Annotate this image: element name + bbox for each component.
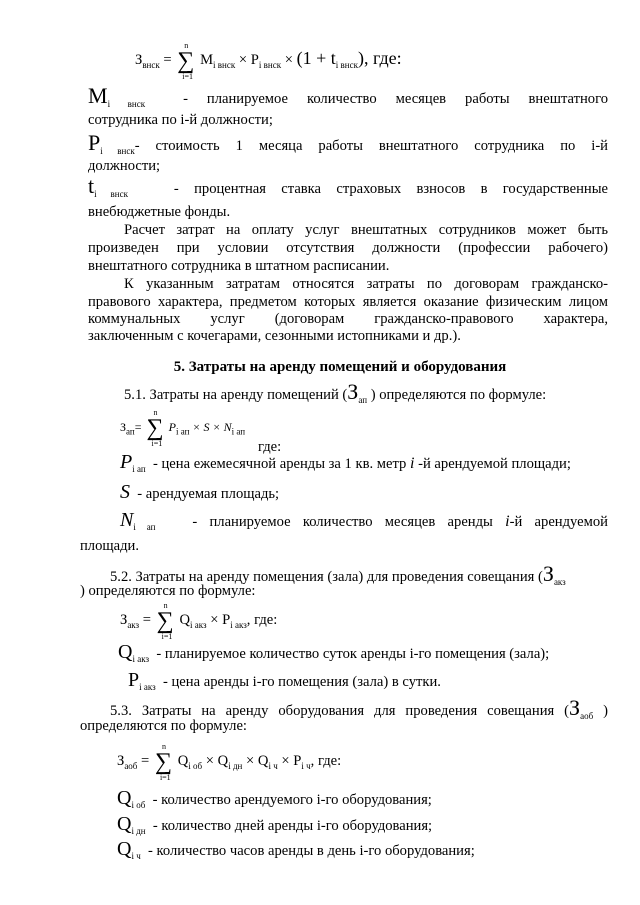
section-heading: 5. Затраты на аренду помещений и оборудования <box>173 359 507 375</box>
definition-p: $P_{i внск}-$ стоимость 1 месяца работы внештатного сотрудника по i-й <box>88 130 608 156</box>
formula-4: $З_{аоб}$ = ∑ n i=1 $Q_{i об} \times Q_{i дн} \times Q_{i ч} \times P_{i ч}$, где: <box>117 742 342 782</box>
definition-p-ap: $P_{i ап}$ - цена ежемесячной аренды за 1 кв. метр i -й арендуемой площади; <box>120 451 571 474</box>
section-5-3-cont: определяются по формуле: <box>80 718 247 734</box>
definition-q-ch: $Q_{i ч}$ - количество часов аренды в день i-го оборудования; <box>117 838 475 861</box>
sum-sign: ∑ n i=1 <box>154 742 173 782</box>
definition-t: $t_{i внск}$ - процентная ставка страховых взносов в государственные <box>88 173 608 199</box>
definition-p-akz: $P_{i акз}$ - цена аренды i-го помещения (зала) в сутки. <box>128 669 441 692</box>
sum-sign: ∑ n i=1 <box>156 601 174 641</box>
definition-p-cont: должности; <box>88 158 161 174</box>
formula-2-where: где: <box>258 439 282 455</box>
paragraph-1-line-3: внештатного сотрудника в штатном расписании. <box>88 258 390 274</box>
section-5-2-cont: ) определяются по формуле: <box>80 583 256 599</box>
definition-s: S - арендуемая площадь; <box>120 481 280 503</box>
paragraph-2-line-2: правового характера, предметом которых является оказание физическим лицом <box>88 294 608 310</box>
paragraph-2-line-4: заключенным с кочегарами, сезонными истопниками и др.). <box>88 328 461 344</box>
paragraph-2-line-3: коммунальных услуг (договорам гражданско-правового характера, <box>88 311 608 327</box>
section-5-1: 5.1. Затраты на аренду помещений ($З_{ап}$ ) определяются по формуле: <box>124 379 547 405</box>
definition-m-cont: сотрудника по i-й должности; <box>88 112 273 128</box>
definition-n-ap: $N_{i ап}$ - планируемое количество месяцев аренды i-й арендуемой <box>120 509 608 532</box>
section-5-2: 5.2. Затраты на аренду помещения (зала) для проведения совещания ($З_{акз}$ <box>110 561 566 587</box>
formula-2: $З_{ап}=$ ∑ n i=1 $P_{i ап} \times S \times N_{i ап}$ <box>120 408 246 448</box>
sum-sign: ∑ n i=1 <box>177 41 195 81</box>
sum-sign: ∑ n i=1 <box>146 408 164 448</box>
definition-m: $M_{i внск}$ - планируемое количество месяцев работы внештатного <box>88 83 609 109</box>
definition-q-akz: $Q_{i акз}$ - планируемое количество суток аренды i-го помещения (зала); <box>118 641 550 664</box>
definition-q-dn: $Q_{i дн}$ - количество дней аренды i-го оборудования; <box>117 813 433 836</box>
paragraph-1-line-2: произведен при условии отсутствия должности (профессии рабочего) <box>88 240 608 256</box>
definition-t-cont: внебюджетные фонды. <box>88 204 231 220</box>
section-5-3: 5.3. Затраты на аренду оборудования для проведения совещания ($З_{аоб}$ ) <box>110 695 608 721</box>
paragraph-1-line-1: Расчет затрат на оплату услуг внештатных сотрудников может быть <box>124 222 608 238</box>
definition-q-ob: $Q_{i об}$ - количество арендуемого i-го оборудования; <box>117 787 432 810</box>
paragraph-2-line-1: К указанным затратам относятся затраты по договорам гражданско- <box>124 276 608 292</box>
formula-1: $З_{внск}$ = ∑ n i=1 $M_{i внск} \times P_{i внск} \times (1 + t_{i внск})$, где: <box>135 41 402 81</box>
definition-n-ap-cont: площади. <box>80 538 139 554</box>
formula-3: $З_{акз}$ = ∑ n i=1 $Q_{i акз} \times P_{i акз}$, где: <box>120 601 278 641</box>
